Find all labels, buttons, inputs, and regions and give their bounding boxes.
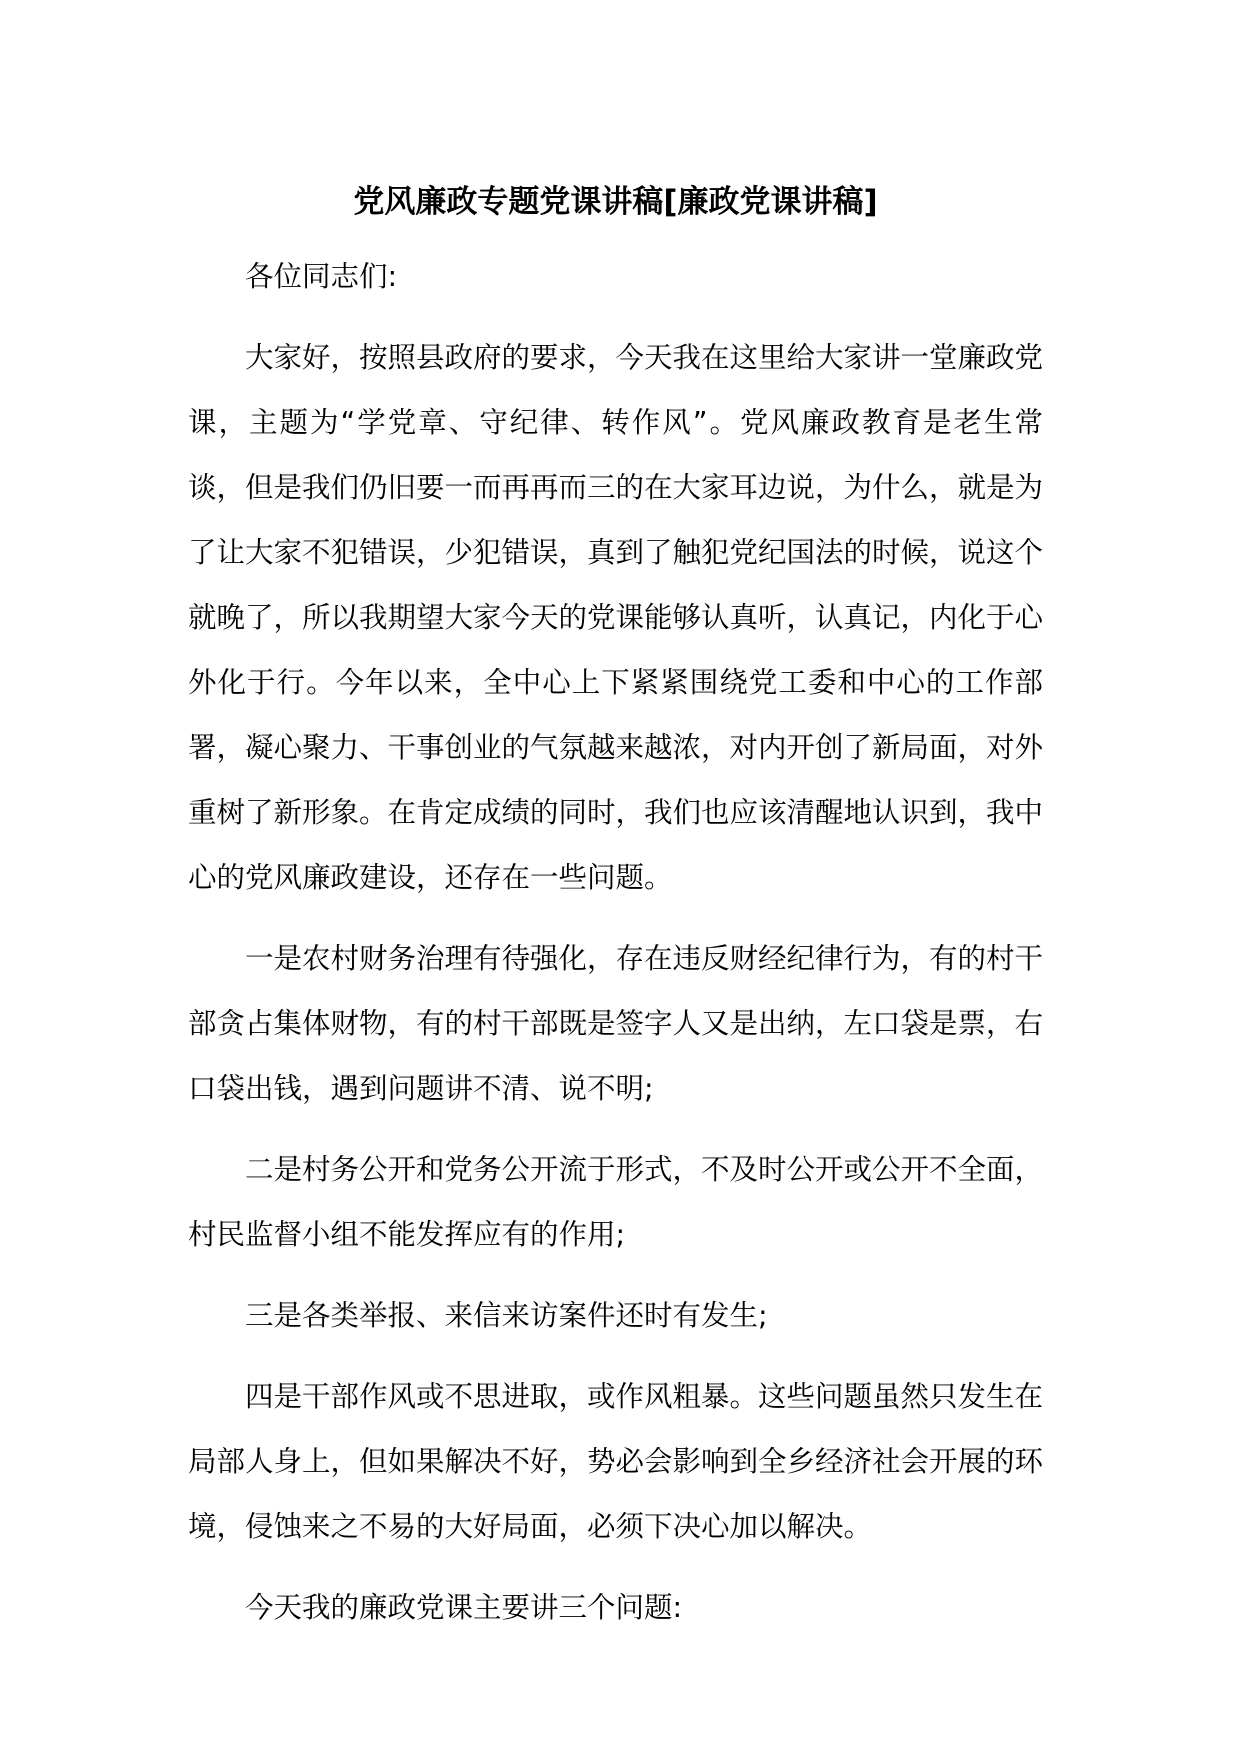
paragraph-greeting: 各位同志们: [245, 260, 398, 293]
paragraph-problem-3: 三是各类举报、来信来访案件还时有发生; [245, 1299, 768, 1332]
paragraph-intro: 大家好，按照县政府的要求，今天我在这里给大家讲一堂廉政党课，主题为“学党章、守纪律、转作风”。党风廉政教育是老生常谈，但是我们仍旧要一而再再而三的在大家耳边说，为什么，就是为了让大家不犯错误，少犯错误，真到了触犯党纪国法的时候，说这个就晚了，所以我期望大家今天的党课能够认真听，认真记，内化于心外化于行。今年以来，全中心上下紧紧围绕党工委和中心的工作部署，凝心聚力、干事创业的气氛越来越浓，对内开创了新局面，对外重树了新形象。在肯定成绩的同时，我们也应该清醒地认识到，我中心的党风廉政建设，还存在一些问题。 [188, 341, 1044, 894]
paragraph-problem-2: 二是村务公开和党务公开流于形式，不及时公开或公开不全面，村民监督小组不能发挥应有的作用; [188, 1153, 1044, 1251]
document-page [188, 180, 1043, 1656]
paragraph-problem-4: 四是干部作风或不思进取，或作风粗暴。这些问题虽然只发生在局部人身上，但如果解决不好，势必会影响到全乡经济社会开展的环境，侵蚀来之不易的大好局面，必须下决心加以解决。 [188, 1380, 1044, 1543]
paragraph-problem-1: 一是农村财务治理有待强化，存在违反财经纪律行为，有的村干部贪占集体财物，有的村干部既是签字人又是出纳，左口袋是票，右口袋出钱，遇到问题讲不清、说不明; [188, 942, 1044, 1105]
paragraph-topics: 今天我的廉政党课主要讲三个问题: [245, 1591, 683, 1624]
document-title: 党风廉政专题党课讲稿[廉政党课讲稿] [353, 184, 878, 220]
